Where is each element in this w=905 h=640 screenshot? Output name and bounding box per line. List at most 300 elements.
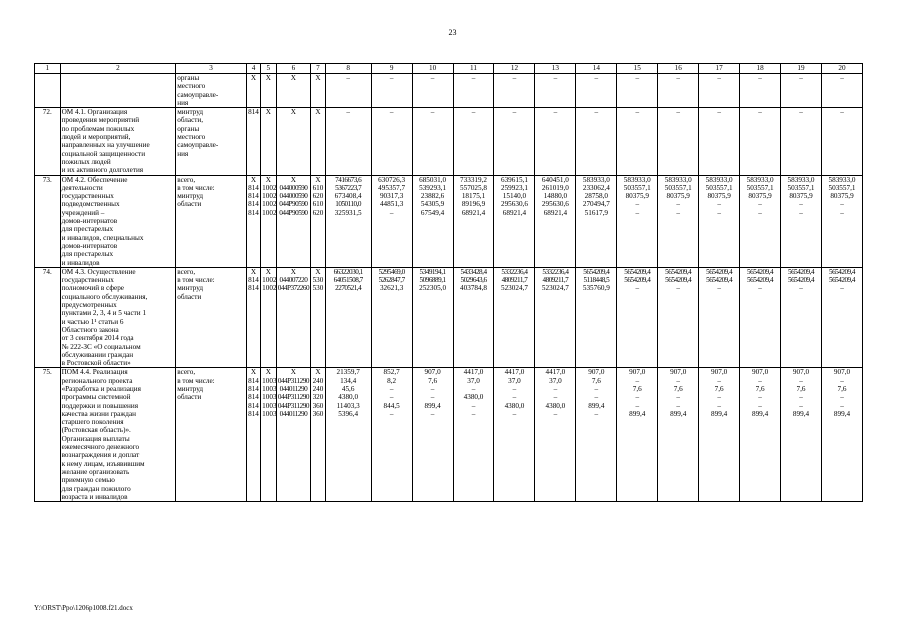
- cell-value: 5654209,4: [747, 276, 774, 285]
- cell-value: 7,6: [428, 376, 438, 385]
- cell-value: –: [799, 74, 803, 82]
- cell-value: 814: [248, 200, 259, 209]
- table-body: [35, 74, 863, 502]
- cell-value: 044011290: [279, 384, 308, 393]
- cell-value: 5654209,4: [787, 267, 815, 276]
- cell-value: 403784,8: [460, 284, 487, 293]
- value-cell-col-4: [246, 74, 260, 108]
- cell-value: 89196,9: [461, 200, 486, 209]
- value-cell-col-4: [246, 267, 260, 368]
- value-cell-col-19: [781, 267, 822, 368]
- value-cell-col-14: [576, 267, 617, 368]
- cell-value: –: [758, 376, 762, 385]
- cell-value: 1002: [262, 208, 277, 217]
- header-col-14: 14: [576, 64, 617, 74]
- value-cell-col-12: [494, 74, 535, 108]
- cell-value: 18175,1: [461, 192, 486, 201]
- value-cell-col-15: [617, 108, 658, 175]
- cell-value: 673408,4: [334, 192, 362, 201]
- executor: всего, в том числе: минтруд области: [176, 368, 247, 502]
- cell-value: 80375,9: [625, 192, 649, 201]
- value-cell-col-19: [781, 108, 822, 175]
- cell-value: 907,0: [711, 368, 728, 377]
- cell-value: –: [717, 200, 721, 209]
- value-cell-col-10: [412, 74, 453, 108]
- value-cell-col-14: [576, 74, 617, 108]
- cell-value: 37,0: [549, 376, 562, 385]
- cell-value: 899,4: [751, 409, 769, 418]
- cell-value: 503557,1: [828, 183, 856, 192]
- cell-value: 907,0: [751, 368, 769, 377]
- cell-value: 844,5: [383, 401, 400, 410]
- value-cell-col-6: [276, 368, 311, 502]
- cell-value: –: [758, 401, 762, 410]
- executor: всего, в том числе: минтруд области: [176, 267, 247, 368]
- cell-value: –: [758, 200, 762, 209]
- value-cell-col-12: [494, 267, 535, 368]
- cell-value: –: [758, 284, 762, 293]
- value-cell-col-6: [276, 175, 311, 267]
- cell-value: 5654209,4: [828, 276, 856, 285]
- cell-value: 899,4: [629, 409, 646, 418]
- value-cell-col-9: [371, 368, 412, 502]
- cell-value: 5654209,4: [665, 267, 692, 276]
- cell-value: 5654209,4: [624, 276, 651, 285]
- activity-name: ОМ 4.1. Организация проведения мероприятий по проблемам пожилых людей и мероприятий, направленных на улучшение социальной защищенности пожилых людей и их активного долголетия: [60, 108, 176, 175]
- cell-value: 620: [312, 208, 324, 217]
- cell-value: 503557,1: [787, 183, 815, 192]
- cell-value: 7,6: [796, 384, 806, 393]
- cell-value: 5118448,5: [583, 276, 610, 285]
- row-number: [35, 74, 61, 108]
- header-col-16: 16: [658, 64, 699, 74]
- cell-value: –: [471, 74, 476, 82]
- cell-value: Х: [290, 74, 296, 82]
- cell-value: 4417,0: [463, 368, 484, 377]
- cell-value: –: [389, 74, 394, 82]
- cell-value: 495357,7: [378, 183, 406, 192]
- header-row: [35, 64, 863, 74]
- cell-value: 1003: [262, 376, 277, 385]
- cell-value: 240: [312, 376, 324, 385]
- value-cell-col-19: [781, 74, 822, 108]
- cell-value: 907,0: [424, 368, 441, 377]
- cell-value: 5349194,1: [419, 267, 446, 276]
- cell-value: 583933,0: [828, 175, 856, 184]
- value-cell-col-18: [740, 108, 781, 175]
- cell-value: 5096889,1: [419, 276, 446, 285]
- cell-value: 1050110,0: [335, 200, 362, 209]
- cell-value: –: [717, 108, 721, 117]
- value-cell-col-20: [821, 108, 862, 175]
- cell-value: 5396,4: [338, 409, 359, 418]
- value-cell-col-18: [740, 175, 781, 267]
- cell-value: 4809211,7: [542, 276, 569, 285]
- cell-value: –: [471, 409, 476, 418]
- cell-value: Х: [265, 74, 271, 82]
- value-cell-col-15: [617, 74, 658, 108]
- cell-value: 044011290: [279, 409, 308, 418]
- header-col-20: 20: [821, 64, 862, 74]
- cell-value: 233062,4: [582, 183, 610, 192]
- header-col-13: 13: [535, 64, 576, 74]
- cell-value: –: [758, 208, 762, 217]
- cell-value: Х: [315, 74, 321, 82]
- cell-value: 5029643,6: [460, 276, 487, 285]
- cell-value: 67549,4: [420, 208, 445, 217]
- header-col-4: 4: [246, 64, 260, 74]
- value-cell-col-15: [617, 175, 658, 267]
- cell-value: 5654209,4: [787, 276, 815, 285]
- cell-value: –: [512, 108, 517, 117]
- cell-value: –: [430, 74, 435, 82]
- cell-value: 1002: [262, 200, 277, 209]
- cell-value: 814: [248, 401, 259, 410]
- cell-value: 044P90590: [279, 200, 308, 209]
- cell-value: 583933,0: [787, 175, 815, 184]
- budget-table: [34, 63, 863, 502]
- value-cell-col-7: [311, 108, 325, 175]
- value-cell-col-4: [246, 175, 260, 267]
- header-col-6: 6: [276, 64, 311, 74]
- header-col-8: 8: [325, 64, 371, 74]
- value-cell-col-17: [699, 74, 740, 108]
- cell-value: 270494,7: [582, 200, 610, 209]
- footer-path: Y:\ORST\Ppo\1206p1008.f21.docx: [34, 604, 133, 612]
- cell-value: 620: [312, 192, 324, 201]
- cell-value: 7,6: [632, 384, 642, 393]
- cell-value: –: [676, 74, 680, 82]
- table-row: [35, 108, 863, 175]
- cell-value: 044P311290: [277, 401, 309, 410]
- cell-value: Х: [250, 74, 257, 82]
- cell-value: –: [430, 409, 435, 418]
- cell-value: –: [635, 208, 640, 217]
- header-col-19: 19: [781, 64, 822, 74]
- cell-value: –: [840, 393, 844, 402]
- cell-value: –: [594, 409, 599, 418]
- cell-value: –: [512, 74, 517, 82]
- cell-value: 23882,6: [420, 192, 445, 201]
- value-cell-col-16: [658, 175, 699, 267]
- value-cell-col-6: [276, 108, 311, 175]
- cell-value: –: [758, 393, 762, 402]
- cell-value: –: [553, 409, 558, 418]
- cell-value: –: [389, 393, 394, 402]
- table-row: [35, 74, 863, 108]
- cell-value: 583933,0: [705, 175, 733, 184]
- value-cell-col-20: [821, 74, 862, 108]
- cell-value: 54305,9: [420, 200, 445, 209]
- cell-value: –: [840, 284, 844, 293]
- row-number: 73.: [35, 175, 61, 267]
- cell-value: –: [346, 74, 350, 82]
- cell-value: 814: [248, 384, 259, 393]
- cell-value: –: [840, 401, 844, 410]
- cell-value: 814: [248, 284, 259, 293]
- cell-value: 814: [248, 409, 259, 418]
- table-row: [35, 368, 863, 502]
- value-cell-col-18: [740, 74, 781, 108]
- value-cell-col-18: [740, 267, 781, 368]
- value-cell-col-13: [535, 175, 576, 267]
- cell-value: 80375,9: [707, 192, 731, 201]
- cell-value: 814: [248, 183, 259, 192]
- cell-value: Х: [315, 108, 321, 117]
- cell-value: –: [512, 393, 517, 402]
- cell-value: 252305,0: [419, 284, 447, 293]
- cell-value: 814: [248, 393, 259, 402]
- cell-value: –: [430, 384, 435, 393]
- header-col-3: 3: [176, 64, 247, 74]
- cell-value: 530: [312, 276, 324, 285]
- cell-value: –: [635, 74, 640, 82]
- cell-value: 610: [312, 183, 324, 192]
- value-cell-col-12: [494, 108, 535, 175]
- cell-value: 639615,1: [500, 175, 528, 184]
- cell-value: 1003: [262, 401, 277, 410]
- cell-value: –: [717, 393, 721, 402]
- cell-value: 4417,0: [545, 368, 566, 377]
- cell-value: Х: [290, 368, 296, 377]
- cell-value: 044P372260: [277, 284, 310, 293]
- value-cell-col-4: [246, 368, 260, 502]
- cell-value: 11403,3: [336, 401, 360, 410]
- cell-value: 5654209,4: [665, 276, 692, 285]
- value-cell-col-19: [781, 175, 822, 267]
- cell-value: 044P311290: [277, 393, 309, 402]
- cell-value: –: [758, 108, 762, 117]
- cell-value: 5367223,7: [335, 183, 362, 192]
- cell-value: 80375,9: [830, 192, 854, 201]
- cell-value: 907,0: [588, 368, 605, 377]
- cell-value: 21359,7: [336, 368, 360, 377]
- cell-value: Х: [315, 267, 321, 276]
- value-cell-col-17: [699, 108, 740, 175]
- cell-value: 4380,0: [338, 393, 359, 402]
- row-number: 75.: [35, 368, 61, 502]
- cell-value: 523024,7: [541, 284, 569, 293]
- cell-value: 1003: [262, 384, 277, 393]
- cell-value: 261019,0: [541, 183, 569, 192]
- value-cell-col-9: [371, 108, 412, 175]
- value-cell-col-10: [412, 108, 453, 175]
- cell-value: –: [840, 376, 844, 385]
- cell-value: 7,6: [837, 384, 847, 393]
- cell-value: –: [430, 393, 435, 402]
- cell-value: 907,0: [792, 368, 810, 377]
- value-cell-col-8: [325, 368, 371, 502]
- cell-value: 640451,0: [541, 175, 569, 184]
- value-cell-col-11: [453, 267, 494, 368]
- cell-value: 4380,0: [504, 401, 525, 410]
- value-cell-col-6: [276, 267, 311, 368]
- cell-value: 1002: [262, 284, 277, 293]
- value-cell-col-17: [699, 175, 740, 267]
- value-cell-col-17: [699, 368, 740, 502]
- cell-value: 80375,9: [789, 192, 813, 201]
- value-cell-col-11: [453, 175, 494, 267]
- cell-value: 535760,9: [582, 284, 610, 293]
- cell-value: 7,6: [673, 384, 683, 393]
- cell-value: Х: [250, 175, 257, 184]
- value-cell-col-16: [658, 74, 699, 108]
- cell-value: 15140,0: [502, 192, 527, 201]
- value-cell-col-16: [658, 108, 699, 175]
- cell-value: 90317,3: [379, 192, 404, 201]
- value-cell-col-14: [576, 175, 617, 267]
- cell-value: Х: [250, 267, 257, 276]
- value-cell-col-7: [311, 74, 325, 108]
- cell-value: 5433428,4: [460, 267, 487, 276]
- cell-value: –: [676, 401, 680, 410]
- cell-value: –: [676, 208, 680, 217]
- value-cell-col-13: [535, 74, 576, 108]
- value-cell-col-8: [325, 108, 371, 175]
- cell-value: Х: [315, 368, 321, 377]
- cell-value: 7416673,6: [335, 175, 362, 184]
- cell-value: –: [594, 74, 599, 82]
- value-cell-col-8: [325, 74, 371, 108]
- cell-value: 1002: [262, 183, 277, 192]
- value-cell-col-20: [821, 175, 862, 267]
- cell-value: 044000590: [279, 183, 308, 192]
- value-cell-col-10: [412, 175, 453, 267]
- cell-value: 64051508,7: [333, 276, 363, 285]
- cell-value: 044P311290: [277, 376, 309, 385]
- cell-value: –: [676, 200, 680, 209]
- cell-value: –: [799, 376, 803, 385]
- value-cell-col-5: [261, 74, 276, 108]
- cell-value: 583933,0: [664, 175, 692, 184]
- cell-value: 360: [312, 401, 324, 410]
- cell-value: –: [635, 108, 640, 117]
- cell-value: –: [635, 284, 640, 293]
- cell-value: –: [471, 401, 476, 410]
- value-cell-col-7: [311, 368, 325, 502]
- cell-value: 503557,1: [623, 183, 651, 192]
- cell-value: 1002: [262, 276, 277, 285]
- cell-value: 899,4: [588, 401, 605, 410]
- value-cell-col-9: [371, 74, 412, 108]
- cell-value: 814: [248, 376, 259, 385]
- cell-value: Х: [265, 368, 271, 377]
- cell-value: 539293,1: [419, 183, 447, 192]
- value-cell-col-8: [325, 267, 371, 368]
- cell-value: 852,7: [383, 368, 400, 377]
- activity-name: ОМ 4.2. Обеспечение деятельности государственных подведомственных учреждений – домов-интернатов для престарелых и инвалидов, специальных домов-интернатов для престарелых и инвалидов: [60, 175, 176, 267]
- value-cell-col-5: [261, 368, 276, 502]
- cell-value: 044P90590: [279, 208, 308, 217]
- cell-value: 1003: [262, 393, 277, 402]
- value-cell-col-7: [311, 267, 325, 368]
- value-cell-col-20: [821, 267, 862, 368]
- cell-value: 5332236,4: [501, 267, 528, 276]
- value-cell-col-18: [740, 368, 781, 502]
- header-col-12: 12: [494, 64, 535, 74]
- cell-value: 325931,5: [334, 208, 362, 217]
- header-col-9: 9: [371, 64, 412, 74]
- value-cell-col-10: [412, 368, 453, 502]
- cell-value: 5654209,4: [747, 267, 774, 276]
- cell-value: –: [717, 208, 721, 217]
- cell-value: –: [389, 208, 394, 217]
- cell-value: –: [389, 108, 394, 117]
- cell-value: –: [553, 74, 558, 82]
- cell-value: –: [676, 108, 680, 117]
- cell-value: 583933,0: [623, 175, 651, 184]
- cell-value: –: [717, 284, 721, 293]
- cell-value: 360: [312, 409, 324, 418]
- cell-value: –: [799, 401, 803, 410]
- cell-value: 5654209,4: [624, 267, 651, 276]
- value-cell-col-15: [617, 368, 658, 502]
- cell-value: 8,2: [387, 376, 397, 385]
- cell-value: –: [799, 393, 803, 402]
- cell-value: –: [799, 200, 803, 209]
- cell-value: 37,0: [508, 376, 521, 385]
- cell-value: 68921,4: [543, 208, 568, 217]
- activity-name: ОМ 4.3. Осуществление государственных полномочий в сфере социального обслуживания, предусмотренных пунктами 2, 3, 4 и 5 части 1 и частью 1¹ статьи 6 Областного закона от 3 сентября 2014 года № 222-ЗС «О социальном обслуживании граждан в Ростовской области»: [60, 267, 176, 368]
- cell-value: 557025,8: [460, 183, 487, 192]
- cell-value: –: [594, 393, 599, 402]
- cell-value: 68921,4: [461, 208, 486, 217]
- cell-value: 37,0: [467, 376, 480, 385]
- cell-value: 1002: [262, 192, 277, 201]
- cell-value: –: [840, 74, 844, 82]
- cell-value: Х: [265, 175, 271, 184]
- value-cell-col-4: [246, 108, 260, 175]
- cell-value: 259923,1: [500, 183, 528, 192]
- header-col-17: 17: [699, 64, 740, 74]
- cell-value: 80375,9: [666, 192, 690, 201]
- value-cell-col-13: [535, 108, 576, 175]
- value-cell-col-14: [576, 108, 617, 175]
- cell-value: Х: [290, 175, 296, 184]
- value-cell-col-13: [535, 267, 576, 368]
- cell-value: –: [553, 384, 558, 393]
- cell-value: Х: [265, 267, 271, 276]
- cell-value: –: [676, 376, 680, 385]
- cell-value: –: [471, 108, 476, 117]
- cell-value: –: [346, 108, 350, 117]
- header-col-15: 15: [617, 64, 658, 74]
- value-cell-col-9: [371, 175, 412, 267]
- cell-value: 7,6: [755, 384, 765, 393]
- cell-value: –: [389, 384, 394, 393]
- cell-value: 5654209,4: [828, 267, 856, 276]
- cell-value: 66322030,1: [333, 267, 363, 276]
- cell-value: 295630,6: [500, 200, 528, 209]
- value-cell-col-13: [535, 368, 576, 502]
- value-cell-col-20: [821, 368, 862, 502]
- header-col-7: 7: [311, 64, 325, 74]
- cell-value: 814: [248, 108, 259, 117]
- value-cell-col-8: [325, 175, 371, 267]
- cell-value: 4809211,7: [501, 276, 528, 285]
- cell-value: 32621,3: [379, 284, 404, 293]
- cell-value: –: [717, 74, 721, 82]
- cell-value: –: [635, 401, 640, 410]
- row-number: 74.: [35, 267, 61, 368]
- cell-value: 44851,3: [379, 200, 404, 209]
- value-cell-col-6: [276, 74, 311, 108]
- cell-value: Х: [290, 108, 296, 117]
- cell-value: 899,4: [792, 409, 810, 418]
- cell-value: 5262847,7: [378, 276, 405, 285]
- cell-value: 907,0: [833, 368, 851, 377]
- cell-value: –: [512, 409, 517, 418]
